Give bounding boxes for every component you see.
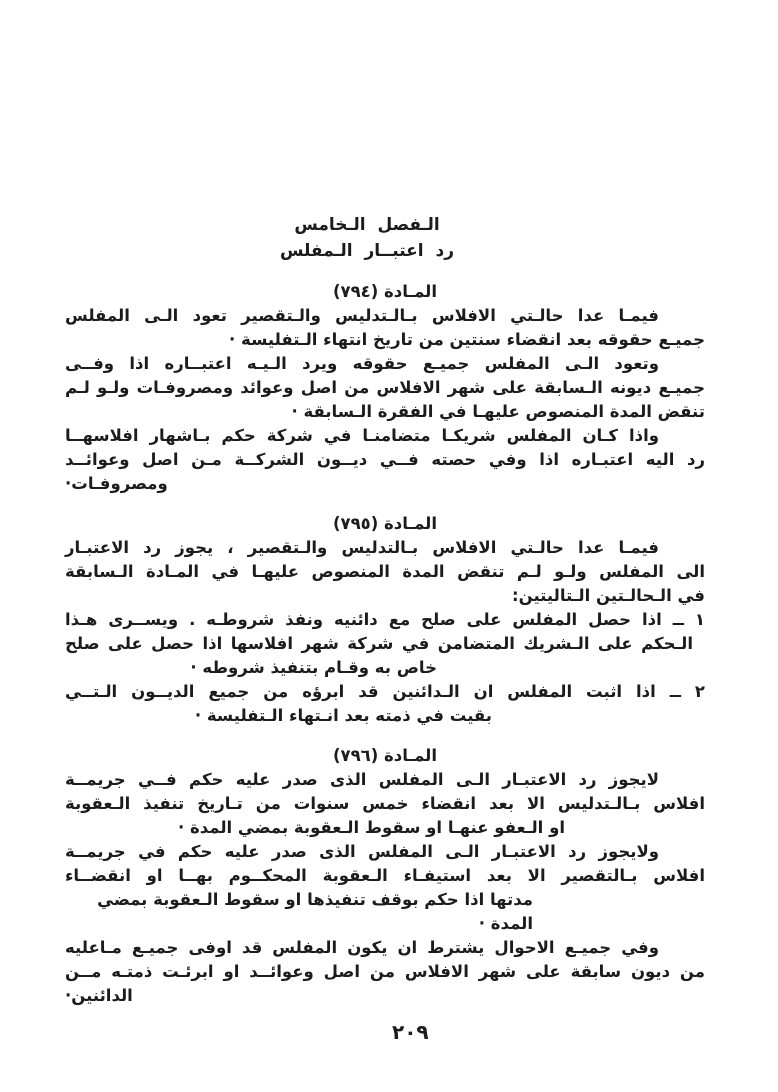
chapter-title: الـفصل الـخامس <box>294 215 440 235</box>
text-line: ولايجوز رد الاعتبـار الـى المفلس الذى صدر عليه حكم في جريمــة <box>65 842 659 861</box>
text-line: ١ ــ اذا حصل المفلس على صلح مع دائنيه ونفذ شروطـه . ويســرى هـذا <box>65 610 705 629</box>
text-line: واذا كـان المفلس شريكـا متضامنـا في شركة حكم بـاشهار افلاسهــا <box>65 426 659 445</box>
text-line: ومصروفـات· <box>65 474 168 493</box>
text-line: وفي جميـع الاحوال يشترط ان يكون المفلس قد اوفى جميـع مـاعليه <box>65 938 659 957</box>
text-line: افلاس بـالـتدليس الا بعد انقضاء خمس سنوات من تـاريخ تنفيذ الـعقوبة <box>65 794 705 813</box>
text-line: وتعود الـى المفلس جميـع حقوقه ويرد الـيـه اعتبــاره اذا وفــى <box>65 354 659 373</box>
article <box>65 744 705 1008</box>
text-line: مدتها اذا حكم بوقف تنفيذها او سقوط الـعقوبة بمضي المدة · <box>97 890 533 933</box>
article <box>65 512 705 728</box>
text-line: فيمـا عدا حالـتي الافلاس بـالـتدليس والـتقصير تعود الـى المفلس <box>65 306 659 325</box>
text-line: خاص به وقـام بتنفيذ شروطه · <box>190 658 437 677</box>
article-heading: المـادة (٧٩٦) <box>332 746 437 765</box>
article <box>65 280 705 496</box>
text-line: لايجوز رد الاعتبـار الـى المفلس الذى صدر عليه حكم فــي جريمــة <box>65 770 659 789</box>
text-line: جميـع حقوقه بعد انقضاء سنتين من تاريخ انتهاء الـتفليسة · <box>229 330 705 349</box>
text-line: رد اليه اعتبـاره اذا وفي حصته فــي ديــون الشركــة مـن اصل وعوائــد <box>65 450 705 469</box>
page-number: ٢٠٩ <box>392 1020 429 1044</box>
text-line: الى المفلس ولـو لـم تنقض المدة المنصوص عليهـا في المـادة الـسابقة <box>65 562 705 581</box>
text-line: الدائنين· <box>65 986 133 1005</box>
text-line: فيمـا عدا حالـتي الافلاس بـالتدليس والـتقصير ، يجوز رد الاعتبـار <box>65 538 659 557</box>
text-line: الـحكم على الـشريك المتضامن في شركة شهر افلاسها اذا حصل على صلح <box>65 634 693 653</box>
text-line: بقيت في ذمته بعد انـتهاء الـتفليسة · <box>194 706 492 725</box>
chapter-heading <box>47 212 687 264</box>
text-line: من ديون سابقة على شهر الافلاس من اصل وعوائــد او ابرئـت ذمتـه مــن <box>65 962 705 981</box>
document-content <box>65 212 705 1008</box>
text-line: جميـع ديونه الـسابقة على شهر الافلاس من اصل وعوائد ومصروفـات ولـو لـم <box>65 378 705 397</box>
text-line: افلاس بـالتقصير الا بعد استيفـاء الـعقوبة المحكــوم بهــا او انقضــاء <box>65 866 705 885</box>
text-line: او الـعفو عنهـا او سقوط الـعقوبة بمضي المدة · <box>177 818 565 837</box>
text-line: تنقض المدة المنصوص عليهـا في الفقرة الـسابقة · <box>291 402 705 421</box>
article-heading: المـادة (٧٩٤) <box>332 282 437 301</box>
articles <box>65 280 705 1008</box>
chapter-subtitle: رد اعتبــار الـمفلس <box>279 241 455 261</box>
article-heading: المـادة (٧٩٥) <box>332 514 437 533</box>
text-line: ٢ ــ اذا اثبت المفلس ان الـدائنين قد ابرؤه من جميع الديــون الـتــي <box>65 682 705 701</box>
text-line: في الـحالـتين الـتاليتين: <box>512 586 705 605</box>
